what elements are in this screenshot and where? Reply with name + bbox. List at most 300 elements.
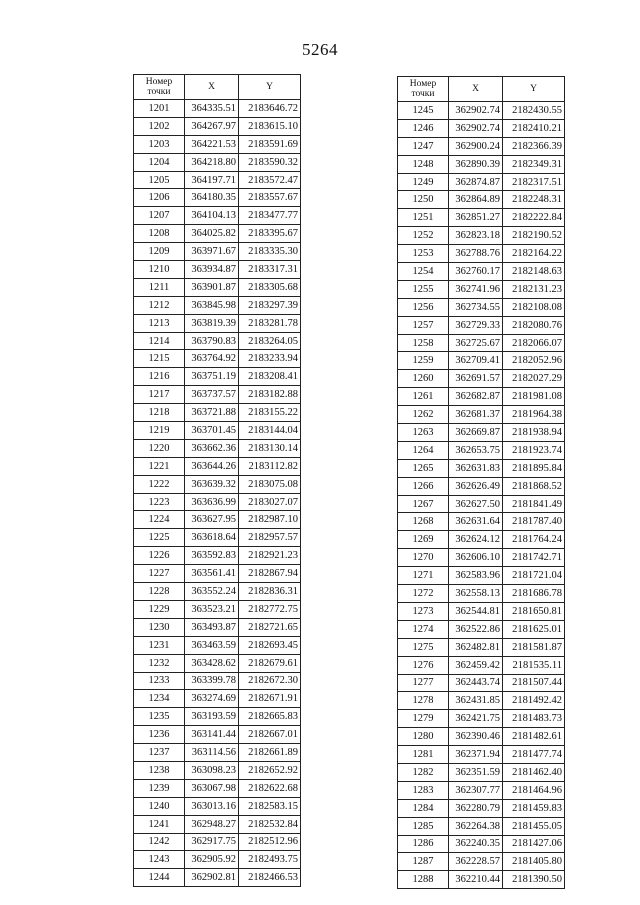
y-coordinate-cell: 2183590.32 [239, 153, 301, 171]
table-row [134, 815, 301, 833]
point-number-cell: 1209 [134, 243, 185, 261]
table-row [398, 513, 565, 531]
point-number-cell: 1236 [134, 726, 185, 744]
page-number: 5264 [302, 40, 338, 59]
x-coordinate-cell: 362902.74 [449, 119, 503, 137]
y-coordinate-cell: 2181964.38 [503, 406, 565, 424]
x-coordinate-cell: 364104.13 [185, 207, 239, 225]
table-row [134, 654, 301, 672]
point-number-cell: 1282 [398, 763, 449, 781]
y-coordinate-cell: 2182772.75 [239, 600, 301, 618]
point-number-cell: 1262 [398, 406, 449, 424]
table-row [134, 493, 301, 511]
table-row [398, 853, 565, 871]
table-row [134, 117, 301, 135]
x-coordinate-cell: 363592.83 [185, 547, 239, 565]
x-coordinate-cell: 362459.42 [449, 656, 503, 674]
x-coordinate-cell: 362371.94 [449, 746, 503, 764]
table-row [134, 296, 301, 314]
y-coordinate-cell: 2182027.29 [503, 370, 565, 388]
table-row [134, 404, 301, 422]
table-body-right [398, 102, 565, 889]
y-coordinate-cell: 2183130.14 [239, 439, 301, 457]
point-number-cell: 1234 [134, 690, 185, 708]
y-coordinate-cell: 2183646.72 [239, 100, 301, 118]
point-number-cell: 1206 [134, 189, 185, 207]
x-coordinate-cell: 363193.59 [185, 708, 239, 726]
point-number-cell: 1240 [134, 797, 185, 815]
table-row [134, 314, 301, 332]
y-coordinate-cell: 2182957.57 [239, 529, 301, 547]
y-coordinate-cell: 2182661.89 [239, 744, 301, 762]
point-number-cell: 1272 [398, 585, 449, 603]
table-row [398, 549, 565, 567]
point-number-cell: 1233 [134, 672, 185, 690]
x-coordinate-cell: 363428.62 [185, 654, 239, 672]
x-coordinate-cell: 362681.37 [449, 406, 503, 424]
x-coordinate-cell: 362741.96 [449, 280, 503, 298]
x-coordinate-cell: 362917.75 [185, 833, 239, 851]
point-number-cell: 1235 [134, 708, 185, 726]
table-row [134, 618, 301, 636]
point-number-cell: 1201 [134, 100, 185, 118]
point-number-cell: 1225 [134, 529, 185, 547]
point-number-cell: 1281 [398, 746, 449, 764]
table-row [398, 298, 565, 316]
x-coordinate-cell: 363098.23 [185, 761, 239, 779]
point-number-cell: 1248 [398, 155, 449, 173]
y-coordinate-cell: 2182836.31 [239, 583, 301, 601]
x-coordinate-cell: 362228.57 [449, 853, 503, 871]
x-coordinate-cell: 362210.44 [449, 871, 503, 889]
x-coordinate-cell: 363552.24 [185, 583, 239, 601]
x-coordinate-cell: 364267.97 [185, 117, 239, 135]
y-coordinate-cell: 2182532.84 [239, 815, 301, 833]
y-coordinate-cell: 2181581.87 [503, 638, 565, 656]
x-coordinate-cell: 362626.49 [449, 477, 503, 495]
x-coordinate-cell: 362631.83 [449, 459, 503, 477]
table-row [398, 674, 565, 692]
x-coordinate-cell: 362624.12 [449, 531, 503, 549]
table-row [134, 332, 301, 350]
x-coordinate-cell: 364335.51 [185, 100, 239, 118]
table-row [134, 761, 301, 779]
point-number-cell: 1238 [134, 761, 185, 779]
point-number-cell: 1241 [134, 815, 185, 833]
table-row [134, 171, 301, 189]
x-coordinate-cell: 363662.36 [185, 439, 239, 457]
point-number-cell: 1229 [134, 600, 185, 618]
table-row [398, 102, 565, 120]
table-row [398, 531, 565, 549]
table-row [134, 600, 301, 618]
x-coordinate-cell: 363274.69 [185, 690, 239, 708]
y-coordinate-cell: 2182671.91 [239, 690, 301, 708]
x-coordinate-cell: 363737.57 [185, 386, 239, 404]
x-coordinate-cell: 364221.53 [185, 135, 239, 153]
point-number-cell: 1279 [398, 710, 449, 728]
x-coordinate-cell: 362627.50 [449, 495, 503, 513]
point-number-cell: 1221 [134, 457, 185, 475]
x-coordinate-cell: 363561.41 [185, 565, 239, 583]
table-body-left [134, 100, 301, 887]
point-number-cell: 1208 [134, 225, 185, 243]
y-coordinate-cell: 2181462.40 [503, 763, 565, 781]
point-number-cell: 1266 [398, 477, 449, 495]
table-row [134, 708, 301, 726]
table-row [398, 137, 565, 155]
table-row [398, 388, 565, 406]
x-coordinate-cell: 362902.74 [449, 102, 503, 120]
point-number-cell: 1226 [134, 547, 185, 565]
table-row [134, 547, 301, 565]
y-coordinate-cell: 2181507.44 [503, 674, 565, 692]
table-row [398, 209, 565, 227]
x-coordinate-cell: 363636.99 [185, 493, 239, 511]
x-coordinate-cell: 362682.87 [449, 388, 503, 406]
point-number-cell: 1211 [134, 278, 185, 296]
y-coordinate-cell: 2182667.01 [239, 726, 301, 744]
point-number-cell: 1269 [398, 531, 449, 549]
table-row [398, 781, 565, 799]
x-coordinate-cell: 362421.75 [449, 710, 503, 728]
point-number-cell: 1217 [134, 386, 185, 404]
point-number-cell: 1264 [398, 441, 449, 459]
y-coordinate-cell: 2182248.31 [503, 191, 565, 209]
x-coordinate-cell: 362264.38 [449, 817, 503, 835]
table-row [398, 477, 565, 495]
y-coordinate-cell: 2182410.21 [503, 119, 565, 137]
y-coordinate-cell: 2181650.81 [503, 602, 565, 620]
table-row [398, 227, 565, 245]
y-coordinate-cell: 2182721.65 [239, 618, 301, 636]
table-row [134, 726, 301, 744]
table-row [398, 638, 565, 656]
x-coordinate-cell: 362558.13 [449, 585, 503, 603]
y-coordinate-cell: 2183144.04 [239, 422, 301, 440]
x-coordinate-cell: 362583.96 [449, 567, 503, 585]
table-row [134, 529, 301, 547]
point-number-cell: 1223 [134, 493, 185, 511]
point-number-cell: 1222 [134, 475, 185, 493]
x-coordinate-cell: 362725.67 [449, 334, 503, 352]
x-coordinate-cell: 363114.56 [185, 744, 239, 762]
point-number-cell: 1220 [134, 439, 185, 457]
y-coordinate-cell: 2182466.53 [239, 869, 301, 887]
table-row [398, 406, 565, 424]
y-coordinate-cell: 2181483.73 [503, 710, 565, 728]
x-coordinate-cell: 363819.39 [185, 314, 239, 332]
y-coordinate-cell: 2182921.23 [239, 547, 301, 565]
point-number-cell: 1204 [134, 153, 185, 171]
x-coordinate-cell: 362788.76 [449, 245, 503, 263]
x-coordinate-cell: 362729.33 [449, 316, 503, 334]
table-row [398, 191, 565, 209]
x-coordinate-cell: 362240.35 [449, 835, 503, 853]
point-number-cell: 1287 [398, 853, 449, 871]
point-number-cell: 1273 [398, 602, 449, 620]
y-coordinate-cell: 2183182.88 [239, 386, 301, 404]
y-coordinate-cell: 2182583.15 [239, 797, 301, 815]
y-coordinate-cell: 2181868.52 [503, 477, 565, 495]
point-number-cell: 1286 [398, 835, 449, 853]
point-number-cell: 1256 [398, 298, 449, 316]
x-coordinate-cell: 362280.79 [449, 799, 503, 817]
y-coordinate-cell: 2182693.45 [239, 636, 301, 654]
point-number-cell: 1265 [398, 459, 449, 477]
point-number-cell: 1284 [398, 799, 449, 817]
x-coordinate-cell: 362443.74 [449, 674, 503, 692]
y-coordinate-cell: 2183233.94 [239, 350, 301, 368]
point-number-cell: 1257 [398, 316, 449, 334]
point-number-cell: 1218 [134, 404, 185, 422]
x-coordinate-cell: 362606.10 [449, 549, 503, 567]
point-number-cell: 1216 [134, 368, 185, 386]
table-row [134, 511, 301, 529]
y-coordinate-cell: 2183264.05 [239, 332, 301, 350]
y-coordinate-cell: 2182131.23 [503, 280, 565, 298]
table-row [398, 316, 565, 334]
y-coordinate-cell: 2183297.39 [239, 296, 301, 314]
x-coordinate-cell: 362864.89 [449, 191, 503, 209]
y-coordinate-cell: 2181923.74 [503, 441, 565, 459]
point-number-cell: 1219 [134, 422, 185, 440]
y-coordinate-cell: 2181535.11 [503, 656, 565, 674]
table-row [134, 833, 301, 851]
table-row [134, 207, 301, 225]
x-coordinate-cell: 362390.46 [449, 728, 503, 746]
y-coordinate-cell: 2181721.04 [503, 567, 565, 585]
y-coordinate-cell: 2181482.61 [503, 728, 565, 746]
y-coordinate-cell: 2182052.96 [503, 352, 565, 370]
table-row [134, 243, 301, 261]
point-number-cell: 1231 [134, 636, 185, 654]
x-coordinate-cell: 363493.87 [185, 618, 239, 636]
y-coordinate-cell: 2183112.82 [239, 457, 301, 475]
point-number-cell: 1253 [398, 245, 449, 263]
x-coordinate-cell: 362307.77 [449, 781, 503, 799]
y-coordinate-cell: 2181625.01 [503, 620, 565, 638]
table-row [398, 424, 565, 442]
x-coordinate-cell: 362734.55 [449, 298, 503, 316]
x-coordinate-cell: 363523.21 [185, 600, 239, 618]
y-header: Y [239, 75, 301, 100]
table-row [398, 352, 565, 370]
table-row [134, 261, 301, 279]
point-number-cell: 1244 [134, 869, 185, 887]
y-coordinate-cell: 2181492.42 [503, 692, 565, 710]
y-coordinate-cell: 2183155.22 [239, 404, 301, 422]
table-row [134, 350, 301, 368]
point-number-cell: 1258 [398, 334, 449, 352]
point-number-cell: 1232 [134, 654, 185, 672]
point-number-cell: 1214 [134, 332, 185, 350]
point-number-cell: 1212 [134, 296, 185, 314]
point-number-cell: 1202 [134, 117, 185, 135]
point-number-cell: 1275 [398, 638, 449, 656]
y-coordinate-cell: 2182867.94 [239, 565, 301, 583]
point-number-cell: 1239 [134, 779, 185, 797]
point-number-cell: 1268 [398, 513, 449, 531]
y-coordinate-cell: 2181390.50 [503, 871, 565, 889]
y-coordinate-cell: 2182164.22 [503, 245, 565, 263]
y-coordinate-cell: 2183572.47 [239, 171, 301, 189]
x-coordinate-cell: 362522.86 [449, 620, 503, 638]
x-coordinate-cell: 363901.87 [185, 278, 239, 296]
point-number-cell: 1274 [398, 620, 449, 638]
y-coordinate-cell: 2182652.92 [239, 761, 301, 779]
y-coordinate-cell: 2182512.96 [239, 833, 301, 851]
x-coordinate-cell: 363790.83 [185, 332, 239, 350]
point-number-cell: 1277 [398, 674, 449, 692]
point-number-cell: 1278 [398, 692, 449, 710]
table-row [134, 189, 301, 207]
table-row [134, 153, 301, 171]
y-coordinate-cell: 2183305.68 [239, 278, 301, 296]
table-header-row [398, 77, 565, 102]
x-coordinate-cell: 363845.98 [185, 296, 239, 314]
x-coordinate-cell: 362691.57 [449, 370, 503, 388]
y-coordinate-cell: 2182108.08 [503, 298, 565, 316]
coordinates-table-right [397, 76, 565, 889]
point-number-cell: 1207 [134, 207, 185, 225]
x-coordinate-cell: 362653.75 [449, 441, 503, 459]
x-coordinate-cell: 363751.19 [185, 368, 239, 386]
point-number-cell: 1213 [134, 314, 185, 332]
x-coordinate-cell: 363639.32 [185, 475, 239, 493]
x-coordinate-cell: 362851.27 [449, 209, 503, 227]
x-coordinate-cell: 362948.27 [185, 815, 239, 833]
point-number-cell: 1251 [398, 209, 449, 227]
x-coordinate-cell: 363618.64 [185, 529, 239, 547]
point-number-cell: 1215 [134, 350, 185, 368]
y-coordinate-cell: 2182493.75 [239, 851, 301, 869]
y-coordinate-cell: 2183281.78 [239, 314, 301, 332]
table-row [398, 280, 565, 298]
table-row [134, 672, 301, 690]
x-coordinate-cell: 364180.35 [185, 189, 239, 207]
table-row [134, 744, 301, 762]
y-coordinate-cell: 2182430.55 [503, 102, 565, 120]
point-number-cell: 1237 [134, 744, 185, 762]
y-coordinate-cell: 2181464.96 [503, 781, 565, 799]
x-coordinate-cell: 363141.44 [185, 726, 239, 744]
x-coordinate-cell: 362709.41 [449, 352, 503, 370]
x-coordinate-cell: 363721.88 [185, 404, 239, 422]
x-coordinate-cell: 362351.59 [449, 763, 503, 781]
point-number-cell: 1288 [398, 871, 449, 889]
x-coordinate-cell: 364218.80 [185, 153, 239, 171]
x-coordinate-cell: 362544.81 [449, 602, 503, 620]
table-row [134, 100, 301, 118]
table-row [134, 851, 301, 869]
y-coordinate-cell: 2182066.07 [503, 334, 565, 352]
y-coordinate-cell: 2183395.67 [239, 225, 301, 243]
point-number-cell: 1252 [398, 227, 449, 245]
point-number-cell: 1227 [134, 565, 185, 583]
x-coordinate-cell: 363644.26 [185, 457, 239, 475]
table-row [134, 565, 301, 583]
point-number-cell: 1224 [134, 511, 185, 529]
table-row [398, 173, 565, 191]
point-number-cell: 1242 [134, 833, 185, 851]
table-row [134, 690, 301, 708]
x-coordinate-cell: 363013.16 [185, 797, 239, 815]
table-row [398, 746, 565, 764]
point-number-cell: 1276 [398, 656, 449, 674]
y-coordinate-cell: 2181895.84 [503, 459, 565, 477]
table-row [398, 835, 565, 853]
point-number-cell: 1254 [398, 263, 449, 281]
point-number-cell: 1261 [398, 388, 449, 406]
table-row [134, 422, 301, 440]
x-coordinate-cell: 362900.24 [449, 137, 503, 155]
point-number-cell: 1247 [398, 137, 449, 155]
y-coordinate-cell: 2181764.24 [503, 531, 565, 549]
point-number-cell: 1203 [134, 135, 185, 153]
y-coordinate-cell: 2181459.83 [503, 799, 565, 817]
y-coordinate-cell: 2181477.74 [503, 746, 565, 764]
point-number-cell: 1250 [398, 191, 449, 209]
y-coordinate-cell: 2182080.76 [503, 316, 565, 334]
table-row [398, 495, 565, 513]
y-coordinate-cell: 2182317.51 [503, 173, 565, 191]
y-coordinate-cell: 2182222.84 [503, 209, 565, 227]
table-row [398, 817, 565, 835]
x-coordinate-cell: 362890.39 [449, 155, 503, 173]
table-row [398, 370, 565, 388]
y-coordinate-cell: 2181841.49 [503, 495, 565, 513]
x-coordinate-cell: 362431.85 [449, 692, 503, 710]
y-coordinate-cell: 2183591.69 [239, 135, 301, 153]
y-coordinate-cell: 2182366.39 [503, 137, 565, 155]
table-row [398, 585, 565, 603]
y-coordinate-cell: 2183027.07 [239, 493, 301, 511]
table-row [134, 475, 301, 493]
y-coordinate-cell: 2181405.80 [503, 853, 565, 871]
y-coordinate-cell: 2182148.63 [503, 263, 565, 281]
point-number-cell: 1267 [398, 495, 449, 513]
table-row [398, 155, 565, 173]
x-coordinate-cell: 363971.67 [185, 243, 239, 261]
x-coordinate-cell: 362482.81 [449, 638, 503, 656]
y-coordinate-cell: 2183208.41 [239, 368, 301, 386]
y-coordinate-cell: 2183615.10 [239, 117, 301, 135]
point-number-cell: 1270 [398, 549, 449, 567]
table-row [398, 799, 565, 817]
x-coordinate-cell: 363463.59 [185, 636, 239, 654]
x-coordinate-cell: 364025.82 [185, 225, 239, 243]
point-number-cell: 1285 [398, 817, 449, 835]
table-row [398, 602, 565, 620]
y-coordinate-cell: 2182622.68 [239, 779, 301, 797]
table-row [398, 871, 565, 889]
table-row [398, 567, 565, 585]
x-coordinate-cell: 362905.92 [185, 851, 239, 869]
point-number-cell: 1245 [398, 102, 449, 120]
x-coordinate-cell: 362902.81 [185, 869, 239, 887]
point-number-cell: 1249 [398, 173, 449, 191]
y-coordinate-cell: 2181981.08 [503, 388, 565, 406]
table-row [398, 459, 565, 477]
table-header-row [134, 75, 301, 100]
y-coordinate-cell: 2182665.83 [239, 708, 301, 726]
table-row [134, 368, 301, 386]
y-coordinate-cell: 2183557.67 [239, 189, 301, 207]
y-coordinate-cell: 2181427.06 [503, 835, 565, 853]
point-number-cell: 1283 [398, 781, 449, 799]
point-number-cell: 1255 [398, 280, 449, 298]
